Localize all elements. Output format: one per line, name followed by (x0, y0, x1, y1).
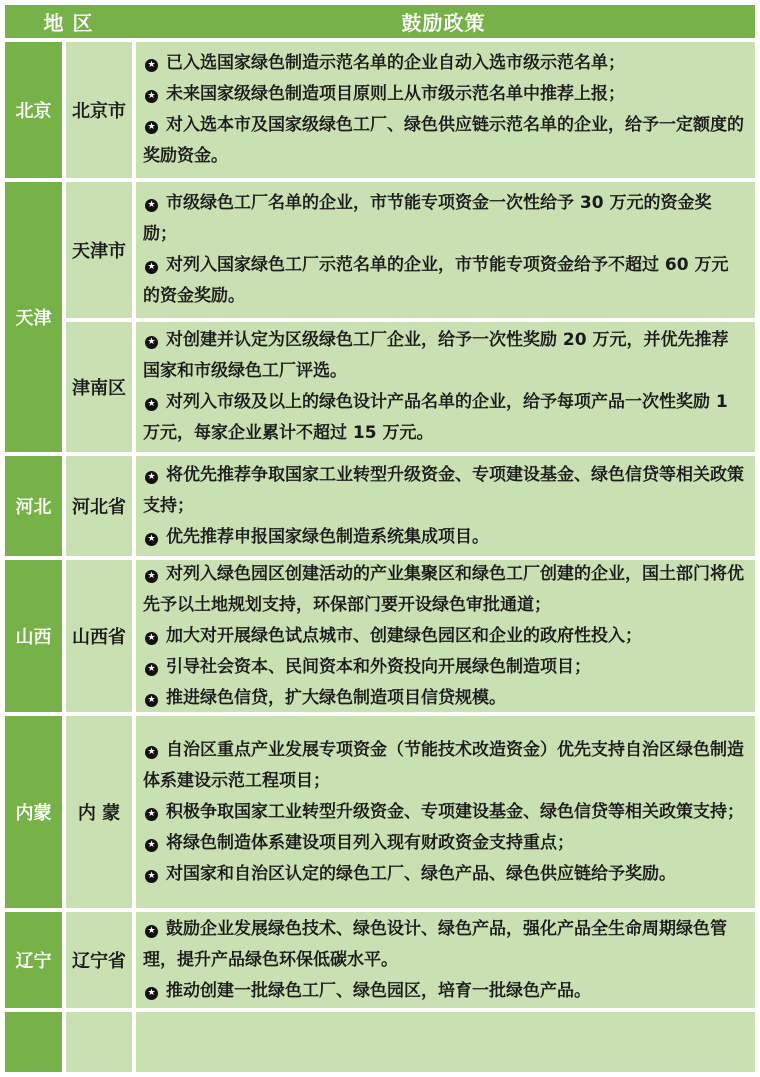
subregion-label: 内 蒙 (77, 803, 121, 824)
star-bullet-icon: ★ (145, 261, 158, 274)
policy-text: 加大对开展绿色试点城市、创建绿色园区和企业的政府性投入； (166, 625, 642, 646)
star-bullet-icon: ★ (145, 632, 158, 645)
policy-text: 市级绿色工厂名单的企业，市节能专项资金一次性给予 30 万元的资金奖励； (143, 193, 712, 244)
policy-text: 对列入市级及以上的绿色设计产品名单的企业，给予每项产品一次性奖励 1 万元，每家企业累计不超过 15 万元。 (143, 392, 728, 443)
star-bullet-icon: ★ (145, 199, 158, 212)
subregion-label: 辽宁省 (72, 951, 126, 972)
policy-item (143, 621, 745, 652)
cutoff-policy-cell (136, 1012, 755, 1072)
star-bullet-icon: ★ (145, 839, 158, 852)
star-bullet-icon: ★ (145, 121, 158, 134)
policy-item (143, 188, 745, 250)
policy-text: 未来国家级绿色制造项目原则上从市级示范名单中推荐上报； (166, 84, 625, 104)
policy-item (143, 460, 745, 522)
star-bullet-icon: ★ (145, 59, 158, 72)
region-label: 山西 (15, 627, 52, 648)
star-bullet-icon: ★ (145, 987, 158, 1000)
region-label: 河北 (15, 497, 52, 518)
policy-item (143, 914, 745, 976)
policy-text: 鼓励企业发展绿色技术、绿色设计、绿色产品，强化产品全生命周期绿色管理，提升产品绿色环保低碳水平。 (143, 918, 727, 970)
policy-cell-jinnanqu (136, 322, 755, 452)
policy-item (143, 683, 745, 713)
star-bullet-icon: ★ (145, 663, 158, 676)
policy-text: 优先推荐申报国家绿色制造系统集成项目。 (166, 526, 489, 547)
policy-text: 对国家和自治区认定的绿色工厂、绿色产品、绿色供应链给予奖励。 (166, 863, 676, 884)
region-cell-hebei (5, 456, 62, 556)
policy-text: 积极争取国家工业转型升级资金、专项建设基金、绿色信贷等相关政策支持； (166, 801, 744, 822)
region-label: 北京 (15, 101, 52, 122)
policy-item (143, 522, 745, 553)
policy-text: 推动创建一批绿色工厂、绿色园区，培育一批绿色产品。 (166, 980, 591, 1001)
policy-item (143, 652, 745, 683)
table-header (5, 5, 755, 38)
region-cell-liaoning (5, 912, 62, 1008)
policy-item (143, 797, 745, 828)
policy-item (143, 110, 745, 172)
policy-text: 对创建并认定为区级绿色工厂企业，给予一次性奖励 20 万元，并优先推荐国家和市级绿色工厂评选。 (143, 330, 729, 381)
policy-text: 已入选国家绿色制造示范名单的企业自动入选市级示范名单； (166, 53, 625, 73)
policy-text: 对列入绿色园区创建活动的产业集聚区和绿色工厂创建的企业，国土部门将优先予以土地规划支持，环保部门要开设绿色审批通道； (143, 563, 744, 615)
policy-item (143, 387, 745, 449)
policy-item (143, 828, 745, 859)
policy-text: 引导社会资本、民间资本和外资投向开展绿色制造项目； (166, 656, 591, 677)
star-bullet-icon: ★ (145, 925, 158, 938)
star-bullet-icon: ★ (145, 533, 158, 546)
policy-cell-tianjinshi (136, 182, 755, 318)
policy-text: 推进绿色信贷，扩大绿色制造项目信贷规模。 (166, 687, 506, 708)
header-policy-label: 鼓励政策 (401, 11, 486, 35)
star-bullet-icon: ★ (145, 90, 158, 103)
subregion-label: 山西省 (72, 627, 126, 648)
header-region-label: 地 区 (43, 11, 94, 35)
region-label: 天津 (15, 308, 52, 329)
cutoff-region-cell (5, 1012, 62, 1072)
policy-item (143, 976, 745, 1007)
policy-text: 将绿色制造体系建设项目列入现有财政资金支持重点； (166, 832, 574, 853)
policy-item (143, 560, 745, 621)
policy-item (143, 250, 745, 312)
subregion-cell-liaoningsheng (66, 912, 132, 1008)
subregion-cell-tianjinshi (66, 182, 132, 318)
policy-item (143, 735, 745, 797)
subregion-cell-beijingshi (66, 42, 132, 178)
subregion-label: 北京市 (72, 101, 126, 122)
subregion-cell-neimeng (66, 716, 132, 908)
region-label: 内蒙 (15, 803, 52, 824)
star-bullet-icon: ★ (145, 746, 158, 759)
subregion-label: 津南区 (72, 378, 126, 399)
region-cell-neimeng (5, 716, 62, 908)
star-bullet-icon: ★ (145, 570, 158, 583)
subregion-label: 河北省 (72, 497, 126, 518)
star-bullet-icon: ★ (145, 398, 158, 411)
subregion-cell-hebeisheng (66, 456, 132, 556)
policy-cell-neimeng (136, 716, 755, 908)
subregion-cell-shanxisheng (66, 560, 132, 712)
region-cell-beijing (5, 42, 62, 178)
policy-item (143, 325, 745, 387)
star-bullet-icon: ★ (145, 808, 158, 821)
policy-cell-shanxi (136, 560, 755, 712)
star-bullet-icon: ★ (145, 870, 158, 883)
policy-item (143, 859, 745, 890)
subregion-label: 天津市 (72, 241, 126, 262)
star-bullet-icon: ★ (145, 471, 158, 484)
region-label: 辽宁 (15, 951, 52, 972)
policy-cell-beijing (136, 42, 755, 178)
star-bullet-icon: ★ (145, 694, 158, 707)
policy-cell-liaoning (136, 912, 755, 1008)
region-cell-shanxi (5, 560, 62, 712)
policy-text: 对入选本市及国家级绿色工厂、绿色供应链示范名单的企业，给予一定额度的奖励资金。 (143, 115, 744, 166)
policy-text: 对列入国家绿色工厂示范名单的企业，市节能专项资金给予不超过 60 万元的资金奖励。 (143, 255, 729, 306)
cutoff-subregion-cell (66, 1012, 132, 1072)
subregion-cell-jinnanqu (66, 322, 132, 452)
policy-item (143, 79, 745, 110)
region-cell-tianjin (5, 182, 62, 452)
star-bullet-icon: ★ (145, 336, 158, 349)
policy-item (143, 48, 745, 79)
policy-text: 将优先推荐争取国家工业转型升级资金、专项建设基金、绿色信贷等相关政策支持； (143, 464, 744, 516)
policy-cell-hebei (136, 456, 755, 556)
policy-text: 自治区重点产业发展专项资金（节能技术改造资金）优先支持自治区绿色制造体系建设示范工程项目； (143, 739, 744, 791)
